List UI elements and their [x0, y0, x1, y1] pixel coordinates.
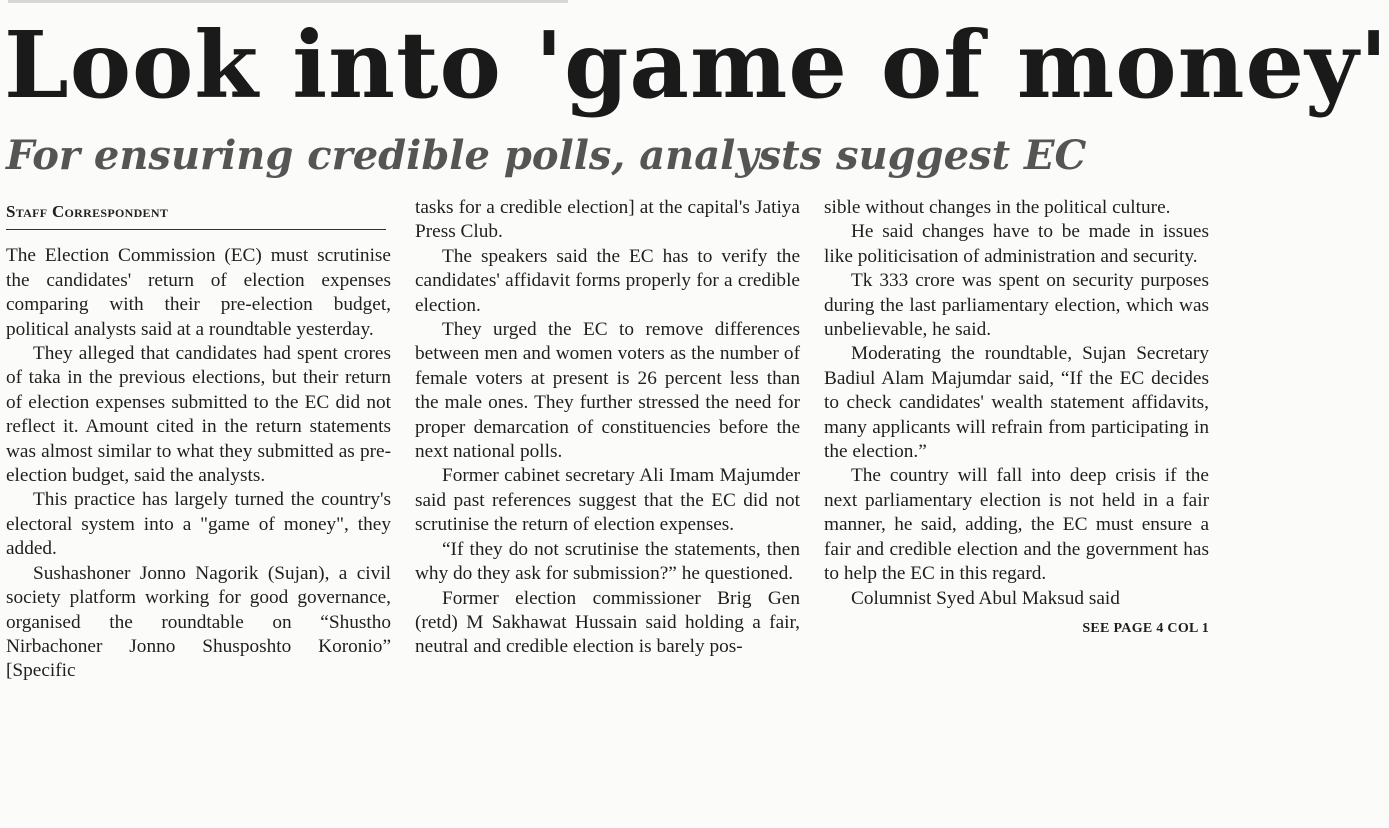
paragraph: Former cabinet secretary Ali Imam Majumder said past references suggest that the EC did not scrutinise the return of election expenses.: [415, 465, 800, 536]
paragraph: The Election Commission (EC) must scrutinise the candidates' return of election expenses comparing with their pre-election budget, political analysts said at a roundtable yesterday.: [6, 245, 391, 340]
headline: Look into 'game of money': [4, 11, 1389, 119]
paragraph: The speakers said the EC has to verify the candidates' affidavit forms properly for a credible election.: [415, 245, 800, 316]
paragraph: “If they do not scrutinise the statements, then why do they ask for submission?” he questioned.: [415, 538, 800, 585]
paragraph: Former election commissioner Brig Gen (retd) M Sakhawat Hussain said holding a fair, neutral and credible election is barely pos-: [415, 587, 800, 658]
paragraph: Sushashoner Jonno Nagorik (Sujan), a civil society platform working for good governance, organised the roundtable on “Shustho Nirbachoner Jonno Shusposhto Koronio” [Specific: [6, 562, 391, 682]
byline-text: Staff Correspondent: [6, 202, 169, 221]
column-2: [415, 196, 800, 828]
subheadline: For ensuring credible polls, analysts suggest EC: [6, 132, 1087, 179]
paragraph: Moderating the roundtable, Sujan Secretary Badiul Alam Majumdar said, “If the EC decides to check candidates' wealth statement affidavits, many applicants will refrain from participating in the election.”: [824, 343, 1209, 463]
column-3: [824, 196, 1209, 828]
jump-line: SEE PAGE 4 COL 1: [1082, 620, 1209, 636]
paragraph: They urged the EC to remove differences between men and women voters as the number of female voters at present is 26 percent less than the male ones. They further stressed the need for proper demarcation of constituencies before the next national polls.: [415, 319, 800, 463]
paragraph: Columnist Syed Abul Maksud said: [851, 587, 1120, 609]
paragraph: He said changes have to be made in issues like politicisation of administration and security.: [824, 221, 1209, 267]
byline: [6, 196, 386, 230]
top-rule: [8, 0, 568, 3]
paragraph: tasks for a credible election] at the capital's Jatiya Press Club.: [415, 197, 800, 243]
article-body: [6, 196, 1210, 828]
paragraph: sible without changes in the political culture.: [824, 197, 1171, 218]
paragraph: Tk 333 crore was spent on security purposes during the last parliamentary election, which was unbelievable, he said.: [824, 270, 1209, 341]
paragraph: This practice has largely turned the country's electoral system into a "game of money", they added.: [6, 489, 391, 560]
paragraph: They alleged that candidates had spent crores of taka in the previous elections, but their return of election expenses submitted to the EC did not reflect it. Amount cited in the return statements was almost similar to what they submitted as pre-election budget, said the analysts.: [6, 343, 391, 487]
paragraph: The country will fall into deep crisis if the next parliamentary election is not held in a fair manner, he said, adding, the EC must ensure a fair and credible election and the government has to help the EC in this regard.: [824, 465, 1209, 585]
column-1: [6, 196, 391, 828]
